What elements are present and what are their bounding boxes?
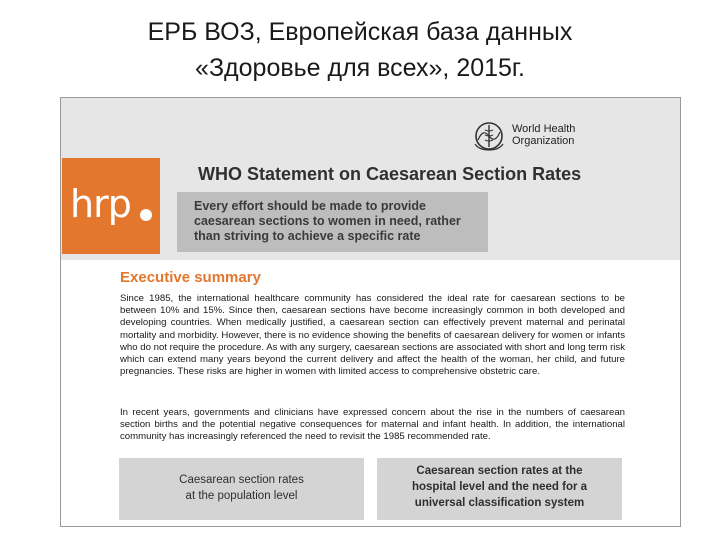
document-heading: WHO Statement on Caesarean Section Rates: [198, 164, 582, 184]
who-emblem-icon: [471, 120, 511, 152]
population-level-line-1: Caesarean section rates: [179, 474, 304, 486]
population-level-label: [119, 472, 364, 504]
callout-text: Every effort should be made to provide caesarean sections to women in need, rather than striving to achieve a specific rate: [194, 199, 461, 243]
document-image: [60, 97, 681, 527]
who-name-line-2: Organization: [512, 135, 575, 147]
hospital-level-line-1: Caesarean section rates at the: [416, 465, 583, 477]
hrp-logo-dot: [140, 209, 152, 221]
hospital-level-box: [377, 458, 622, 520]
slide-title: [0, 14, 720, 86]
paragraph-1: Since 1985, the international healthcare community has considered the ideal rate for caesarean sections to be between 10% and 15%. Since then, caesarean sections have become increasingly common in both developed and developing countries. When medically justified, a caesarean section can effectively prevent maternal and perinatal mortality and morbidity. However, there is no evidence showing the benefits of caesarean delivery for women or infants who do not require the procedure. As with any surgery, caesarean sections are associated with short and long term risk which can extend many years beyond the current delivery and affect the health of the woman, her child, and future pregnancies. These risks are higher in women with limited access to comprehensive obstetric care.: [120, 293, 625, 378]
paragraph-2: In recent years, governments and clinicians have expressed concern about the rise in the numbers of caesarean section births and the potential negative consequences for maternal and infant health. In addition, the international community has increasingly referenced the need to revisit the 1985 recommended rate.: [120, 407, 625, 443]
hospital-level-label: [377, 463, 622, 511]
population-level-box: [119, 458, 364, 520]
callout-box: [177, 192, 488, 252]
slide-title-line-1: ЕРБ ВОЗ, Европейская база данных: [147, 18, 573, 46]
hospital-level-line-2: hospital level and the need for a: [411, 481, 588, 493]
who-name: [512, 123, 612, 147]
slide-title-line-2: «Здоровье для всех», 2015г.: [195, 54, 525, 82]
hrp-logo: [62, 158, 160, 254]
who-name-line-1: World Health: [512, 123, 576, 135]
population-level-line-2: at the population level: [185, 490, 298, 502]
hospital-level-line-3: universal classification system: [414, 497, 585, 509]
hrp-logo-text: hrp: [70, 182, 131, 226]
section-title: Executive summary: [120, 269, 261, 286]
